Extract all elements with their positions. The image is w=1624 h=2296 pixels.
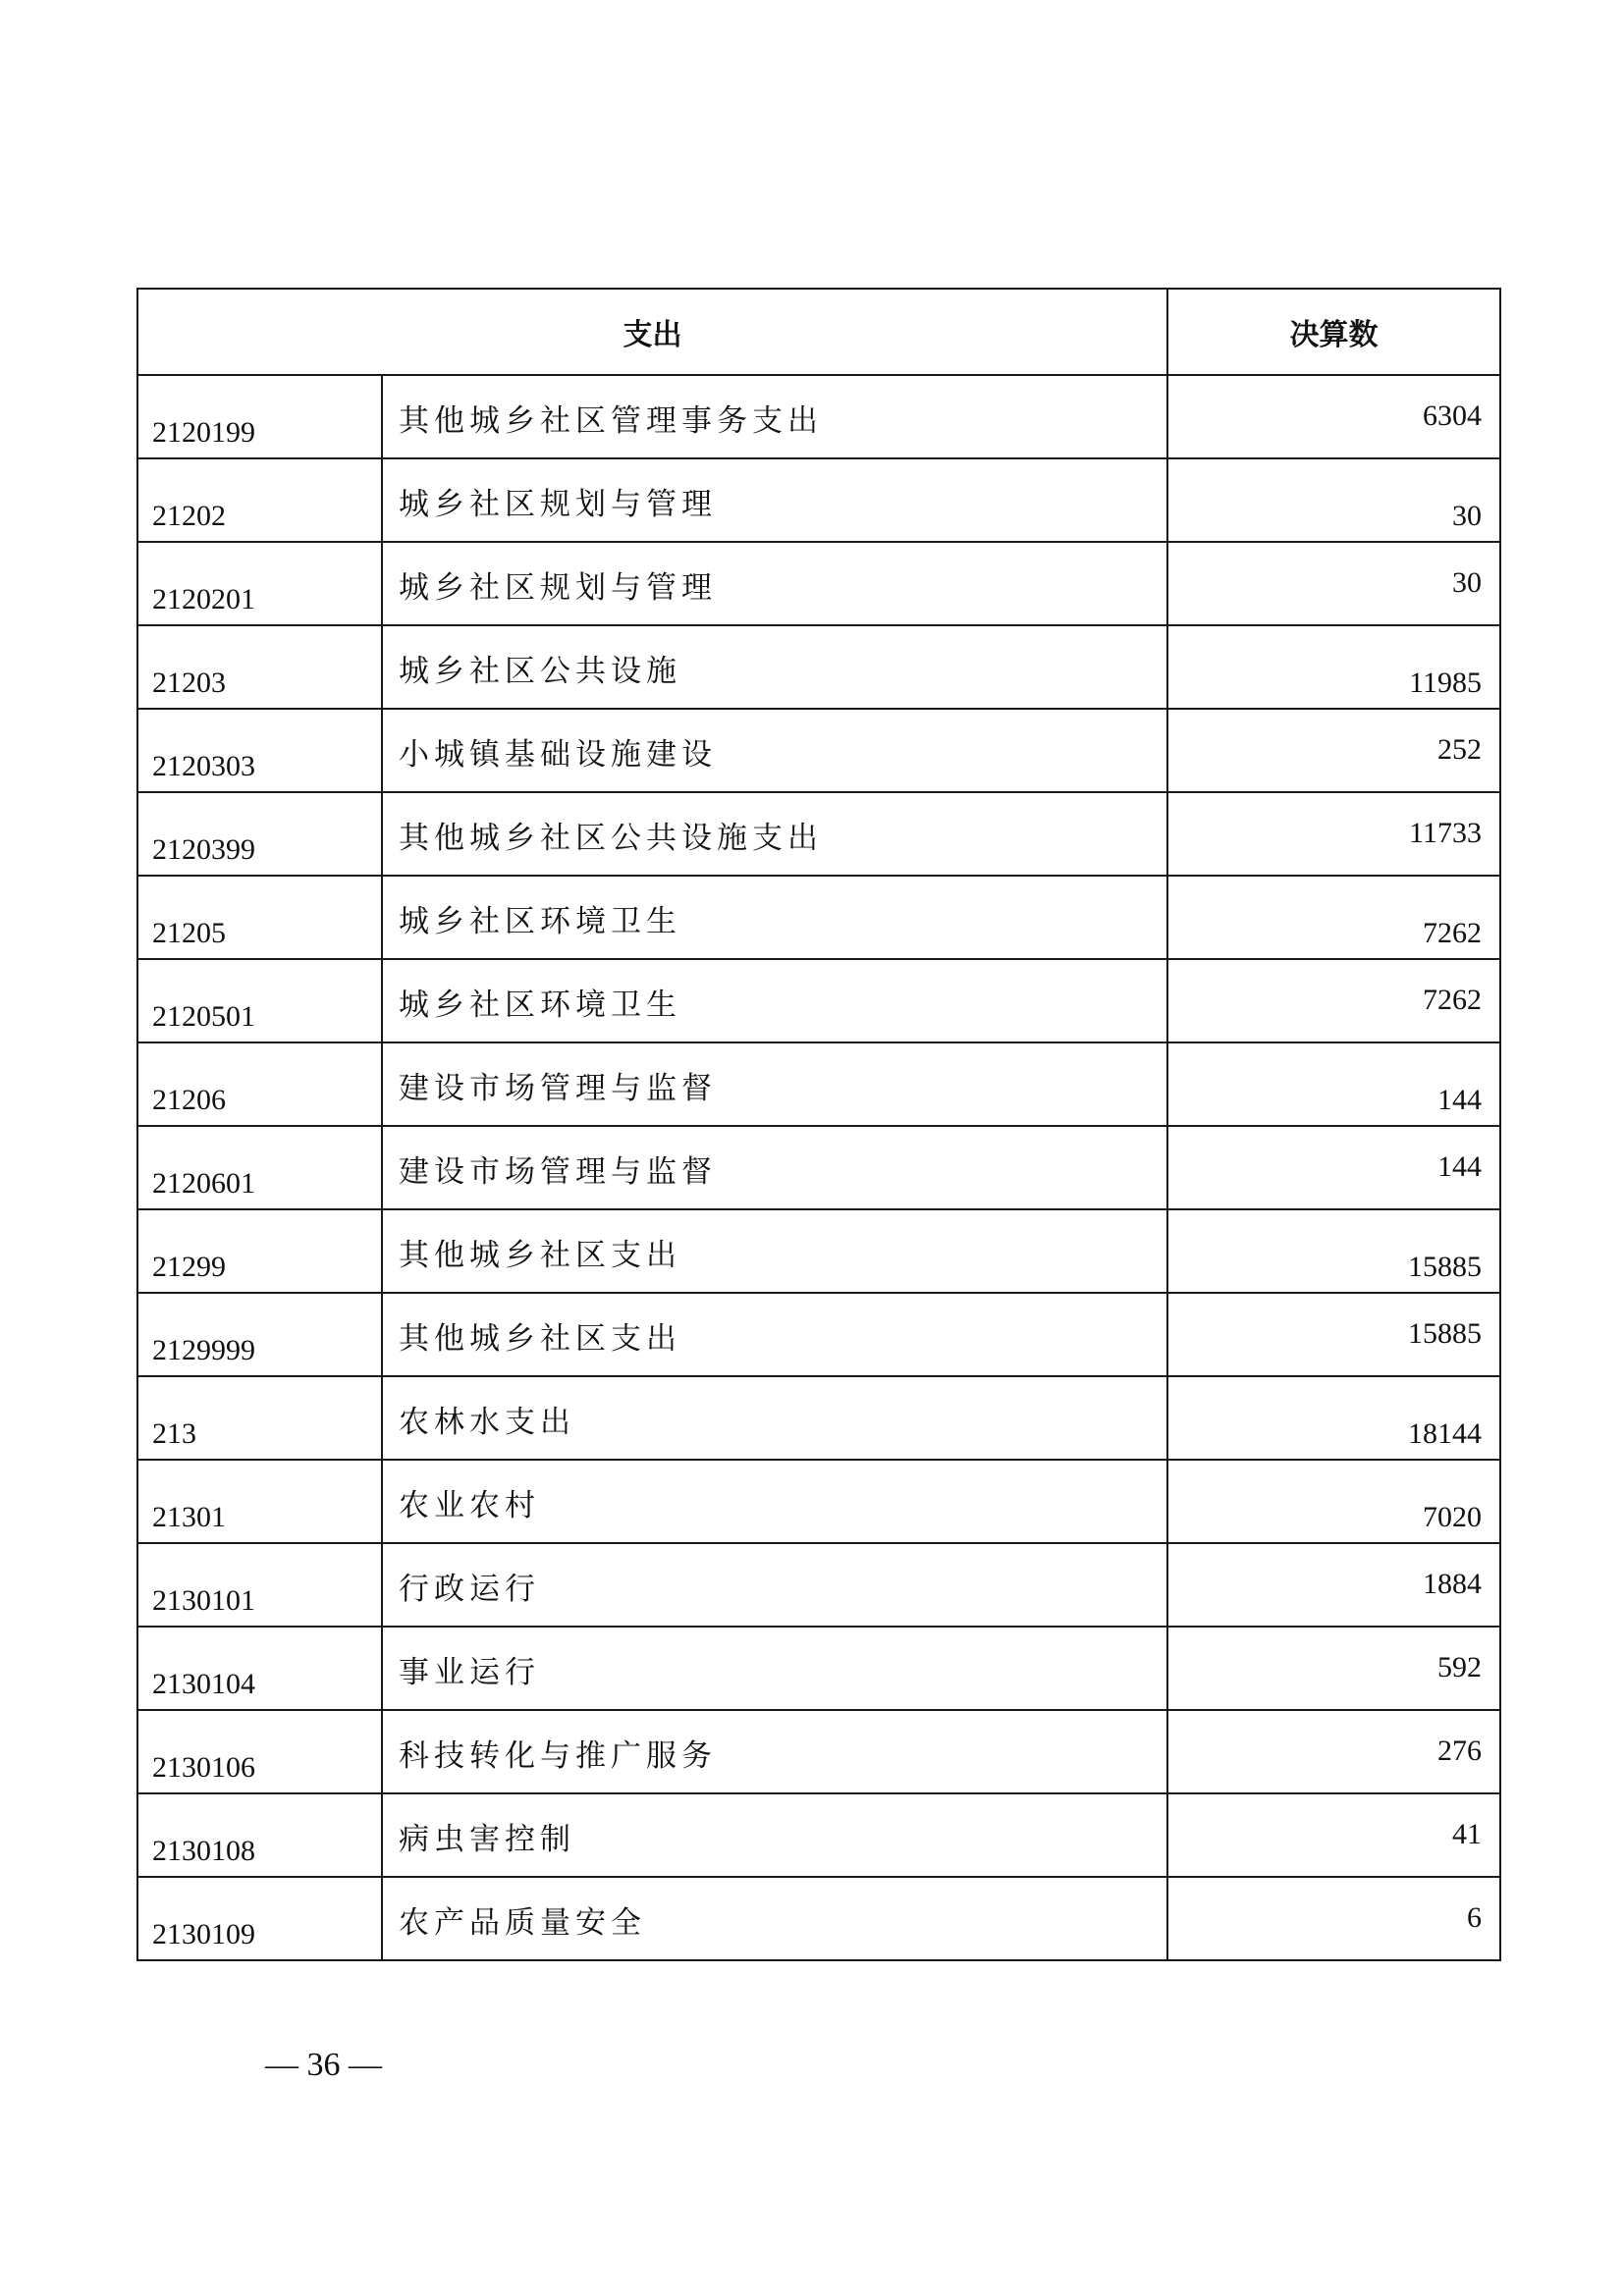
table-row <box>137 458 1500 542</box>
row-code: 21203 <box>137 625 382 709</box>
row-name: 其他城乡社区支出 <box>382 1293 1167 1376</box>
table-row <box>137 959 1500 1042</box>
table-row <box>137 542 1500 625</box>
row-name: 其他城乡社区管理事务支出 <box>382 375 1167 458</box>
row-value: 592 <box>1167 1627 1500 1710</box>
budget-table-container <box>136 288 1499 1961</box>
row-code: 2130108 <box>137 1793 382 1877</box>
row-value: 15885 <box>1167 1209 1500 1293</box>
row-code: 2130109 <box>137 1877 382 1960</box>
row-value: 15885 <box>1167 1293 1500 1376</box>
row-name: 病虫害控制 <box>382 1793 1167 1877</box>
table-row <box>137 1460 1500 1543</box>
row-name: 小城镇基础设施建设 <box>382 709 1167 792</box>
row-code: 21205 <box>137 876 382 959</box>
row-code: 2130104 <box>137 1627 382 1710</box>
row-value: 144 <box>1167 1126 1500 1209</box>
row-code: 2120601 <box>137 1126 382 1209</box>
budget-table <box>136 288 1501 1961</box>
row-name: 城乡社区环境卫生 <box>382 876 1167 959</box>
row-value: 7262 <box>1167 876 1500 959</box>
table-row <box>137 1710 1500 1793</box>
table-row <box>137 709 1500 792</box>
row-name: 行政运行 <box>382 1543 1167 1627</box>
row-code: 2130101 <box>137 1543 382 1627</box>
table-row <box>137 1627 1500 1710</box>
table-row <box>137 1376 1500 1460</box>
row-code: 2120199 <box>137 375 382 458</box>
row-code: 21202 <box>137 458 382 542</box>
row-value: 7262 <box>1167 959 1500 1042</box>
table-row <box>137 1209 1500 1293</box>
row-name: 科技转化与推广服务 <box>382 1710 1167 1793</box>
table-row <box>137 375 1500 458</box>
table-row <box>137 876 1500 959</box>
row-code: 21299 <box>137 1209 382 1293</box>
row-name: 城乡社区规划与管理 <box>382 458 1167 542</box>
row-value: 11733 <box>1167 792 1500 876</box>
row-name: 建设市场管理与监督 <box>382 1126 1167 1209</box>
row-name: 其他城乡社区支出 <box>382 1209 1167 1293</box>
header-amount: 决算数 <box>1167 289 1500 375</box>
row-code: 2120303 <box>137 709 382 792</box>
table-row <box>137 1042 1500 1126</box>
row-name: 农业农村 <box>382 1460 1167 1543</box>
row-value: 30 <box>1167 458 1500 542</box>
row-name: 农林水支出 <box>382 1376 1167 1460</box>
table-row <box>137 1877 1500 1960</box>
table-body <box>137 375 1500 1960</box>
table-row <box>137 792 1500 876</box>
page-number: — 36 — <box>265 2047 382 2083</box>
row-code: 2129999 <box>137 1293 382 1376</box>
row-value: 11985 <box>1167 625 1500 709</box>
row-code: 213 <box>137 1376 382 1460</box>
table-header-row <box>137 289 1500 375</box>
row-value: 1884 <box>1167 1543 1500 1627</box>
row-name: 农产品质量安全 <box>382 1877 1167 1960</box>
row-code: 21301 <box>137 1460 382 1543</box>
row-code: 2120399 <box>137 792 382 876</box>
row-value: 30 <box>1167 542 1500 625</box>
table-row <box>137 1293 1500 1376</box>
row-name: 建设市场管理与监督 <box>382 1042 1167 1126</box>
table-row <box>137 1793 1500 1877</box>
row-value: 6 <box>1167 1877 1500 1960</box>
row-code: 2120201 <box>137 542 382 625</box>
row-name: 城乡社区环境卫生 <box>382 959 1167 1042</box>
row-value: 18144 <box>1167 1376 1500 1460</box>
row-name: 城乡社区规划与管理 <box>382 542 1167 625</box>
row-value: 252 <box>1167 709 1500 792</box>
table-row <box>137 1126 1500 1209</box>
table-row <box>137 625 1500 709</box>
row-value: 276 <box>1167 1710 1500 1793</box>
header-expense: 支出 <box>137 289 1167 375</box>
row-name: 城乡社区公共设施 <box>382 625 1167 709</box>
table-row <box>137 1543 1500 1627</box>
row-code: 2120501 <box>137 959 382 1042</box>
row-value: 144 <box>1167 1042 1500 1126</box>
row-code: 21206 <box>137 1042 382 1126</box>
row-name: 其他城乡社区公共设施支出 <box>382 792 1167 876</box>
row-value: 7020 <box>1167 1460 1500 1543</box>
row-code: 2130106 <box>137 1710 382 1793</box>
row-name: 事业运行 <box>382 1627 1167 1710</box>
row-value: 6304 <box>1167 375 1500 458</box>
row-value: 41 <box>1167 1793 1500 1877</box>
